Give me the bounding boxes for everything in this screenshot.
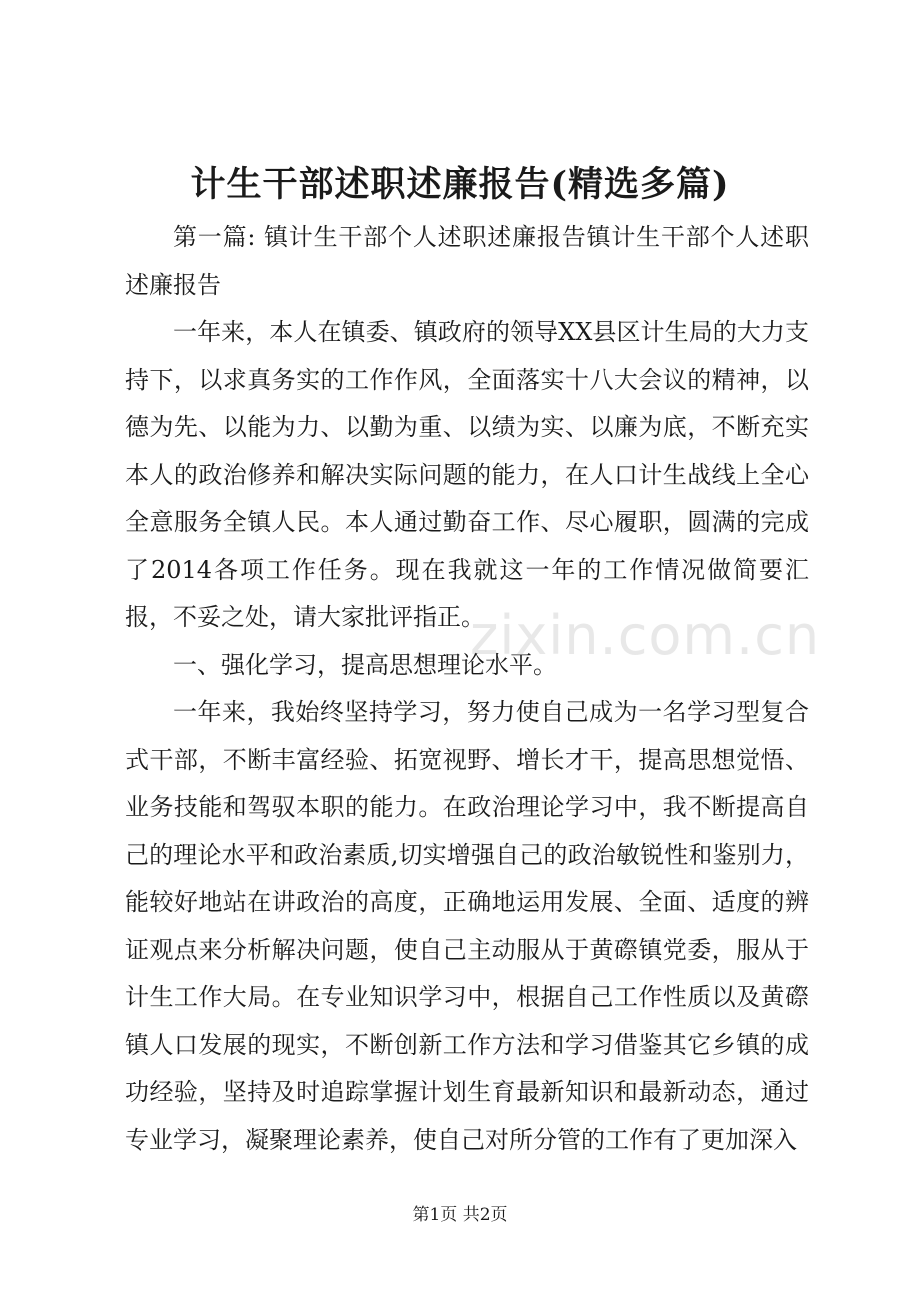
section-heading-1: 一、强化学习，提高思想理论水平。	[173, 650, 557, 679]
document-title: 计生干部述职述廉报告(精选多篇)	[190, 164, 730, 205]
page-footer: 第1页 共2页	[412, 1205, 508, 1225]
document-body	[125, 214, 809, 1164]
paragraph-study: 一年来，我始终坚持学习，努力使自己成为一名学习型复合式干部，不断丰富经验、拓宽视野、增长才干，提高思想觉悟、业务技能和驾驭本职的能力。在政治理论学习中，我不断提高自己的理论水平和政治素质,切实增强自己的政治敏锐性和鉴别力，能较好地站在讲政治的高度，正确地运用发展、全面、适度的辨证观点来分析解决问题，使自己主动服从于黄磜镇党委，服从于计生工作大局。在专业知识学习中，根据自己工作性质以及黄磜镇人口发展的现实，不断创新工作方法和学习借鉴其它乡镇的成功经验，坚持及时追踪掌握计划生育最新知识和最新动态，通过专业学习，凝聚理论素养，使自己对所分管的工作有了更加深入	[125, 698, 809, 1154]
watermark: zixin.com.cn	[470, 604, 821, 667]
paragraph-overview: 一年来，本人在镇委、镇政府的领导XX县区计生局的大力支持下，以求真务实的工作作风，全面落实十八大会议的精神，以德为先、以能为力、以勤为重、以绩为实、以廉为底，不断充实本人的政治修养和解决实际问题的能力，在人口计生战线上全心全意服务全镇人民。本人通过勤奋工作、尽心履职，圆满的完成了2014各项工作任务。现在我就这一年的工作情况做简要汇报，不妥之处，请大家批评指正。	[125, 318, 809, 631]
paragraph-intro: 第一篇: 镇计生干部个人述职述廉报告镇计生干部个人述职述廉报告	[125, 223, 809, 299]
